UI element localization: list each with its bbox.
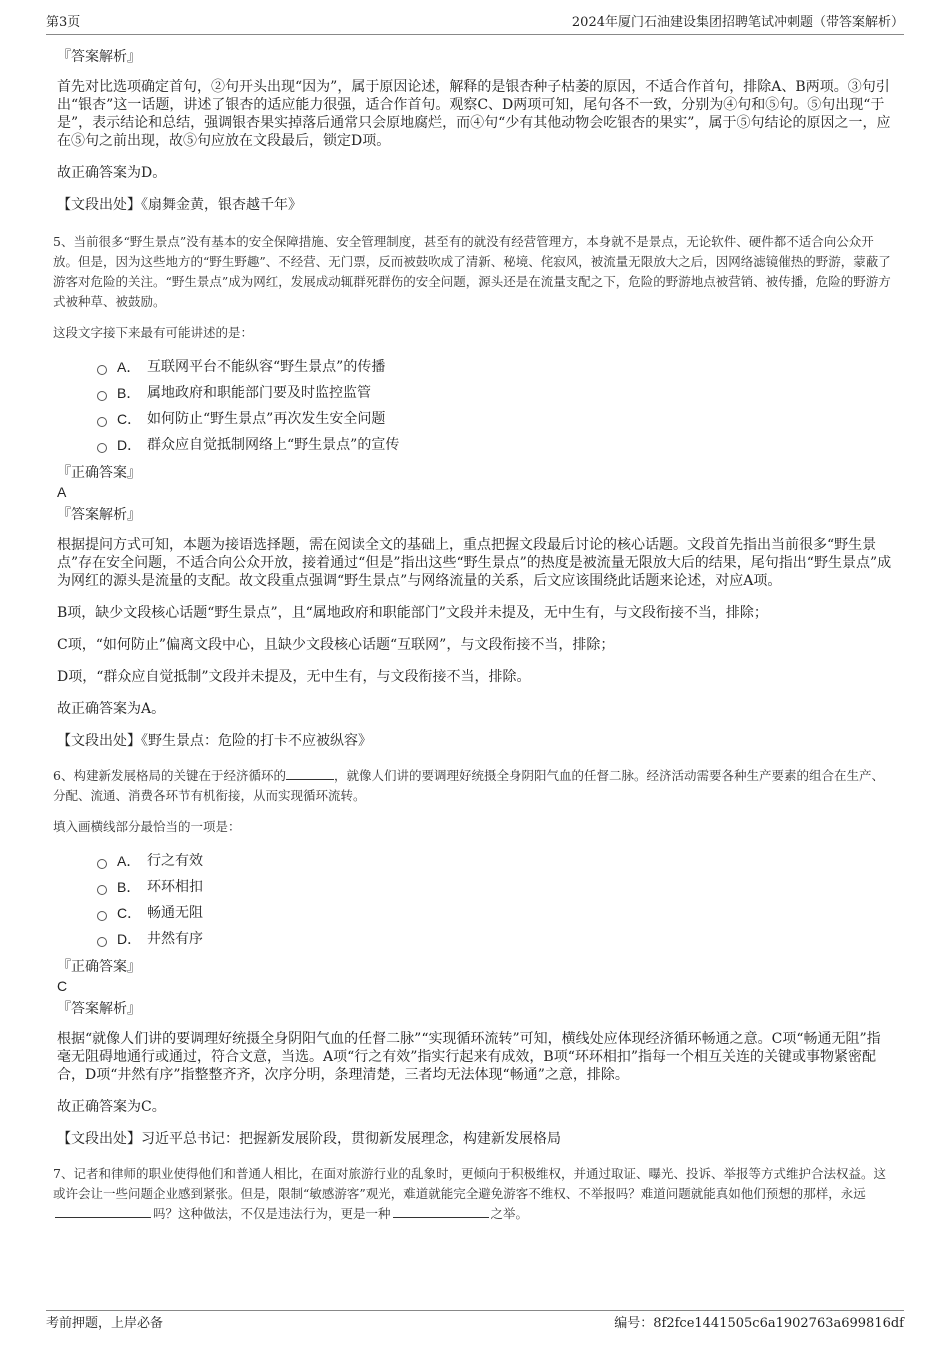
- q5-conclusion: 故正确答案为A。: [57, 701, 166, 717]
- footer-slogan: 考前押题，上岸必备: [46, 1316, 164, 1331]
- radio-icon[interactable]: [97, 859, 107, 869]
- q6-source: 【文段出处】习近平总书记：把握新发展阶段，贯彻新发展理念，构建新发展格局: [57, 1131, 561, 1147]
- page-header: [46, 14, 904, 35]
- q7-blank-2: [393, 1205, 489, 1218]
- q6-option-c[interactable]: C． 畅通无阻: [97, 900, 893, 926]
- q4-conclusion: 故正确答案为D。: [57, 165, 167, 181]
- page-content: [53, 42, 893, 1224]
- radio-icon[interactable]: [97, 937, 107, 947]
- q6-option-b[interactable]: B． 环环相扣: [97, 874, 893, 900]
- document-title: 2024年厦门石油建设集团招聘笔试冲刺题（带答案解析）: [571, 15, 904, 30]
- q5-source: 【文段出处】《野生景点：危险的打卡不应被纵容》: [57, 733, 372, 749]
- radio-icon[interactable]: [97, 417, 107, 427]
- q5-stem: 5、当前很多“野生景点”没有基本的安全保障措施、安全管理制度，甚至有的就没有经营管理方，本身就不是景点，无论软件、硬件都不适合向公众开放。但是，因为这些地方的“野生野趣”、不经营、无门票，反而被鼓吹成了清新、秘境、侘寂风，被流量无限放大之后，因网络滤镜催热的野游，蒙蔽了游客对危险的关注。“野生景点”成为网红，发展成动辄群死群伤的安全问题，源头还是在流量支配之下，危险的野游地点被营销、被传播，危险的野游方式被种草、被鼓励。: [53, 234, 891, 309]
- q5-analysis-tag: 『答案解析』: [57, 507, 141, 523]
- q4-source: 【文段出处】《扇舞金黄，银杏越千年》: [57, 197, 302, 213]
- q6-correct-answer: C: [57, 978, 68, 994]
- radio-icon[interactable]: [97, 365, 107, 375]
- q5-analysis-d: D项，“群众应自觉抵制”文段并未提及，无中生有，与文段衔接不当，排除。: [57, 669, 531, 685]
- page-number: 第3页: [46, 15, 81, 30]
- q5-option-a[interactable]: A． 互联网平台不能纵容“野生景点”的传播: [97, 354, 893, 380]
- q6-conclusion: 故正确答案为C。: [57, 1099, 166, 1115]
- q5-option-c[interactable]: C． 如何防止“野生景点”再次发生安全问题: [97, 406, 893, 432]
- q6-option-d[interactable]: D． 井然有序: [97, 926, 893, 952]
- q6-question: 填入画横线部分最恰当的一项是：: [53, 819, 241, 834]
- q6-stem: 6、构建新发展格局的关键在于经济循环的 ，就像人们讲的要调理好统摄全身阴阳气血的任督二脉。经济活动需要各种生产要素的组合在生产、分配、流通、消费各环节有机衔接，从而实现循环流转。: [53, 768, 884, 803]
- q6-correct-tag: 『正确答案』: [57, 959, 141, 975]
- q7-stem: 7、记者和律师的职业使得他们和普通人相比，在面对旅游行业的乱象时，更倾向于积极维权，并通过取证、曝光、投诉、举报等方式维护合法权益。这或许会让一些问题企业感到紧张。但是，限制“敏感游客”观光，难道就能完全避免游客不维权、不举报吗？难道问题就能真如他们预想的那样，永远吗？这种做法，不仅是违法行为，更是一种 之举。: [53, 1166, 886, 1221]
- q6-analysis: 根据“就像人们讲的要调理好统摄全身阴阳气血的任督二脉”“实现循环流转”可知，横线处应体现经济循环畅通之意。C项“畅通无阻”指毫无阻碍地通行或通过，符合文意，当选。A项“行之有效”指实行起来有成效，B项“环环相扣”指每一个相互关连的关键或事物紧密配合，D项“井然有序”指整整齐齐，次序分明，条理清楚，三者均无法体现“畅通”之意，排除。: [57, 1031, 881, 1083]
- document-id: 编号：8f2fce1441505c6a1902763a699816df: [614, 1316, 904, 1331]
- q5-option-b[interactable]: B． 属地政府和职能部门要及时监控监管: [97, 380, 893, 406]
- q5-analysis-main: 根据提问方式可知，本题为接语选择题，需在阅读全文的基础上，重点把握文段最后讨论的核心话题。文段首先指出当前很多“野生景点”存在安全问题，不适合向公众开放，接着通过“但是”指出这些“野生景点”的热度是被流量无限放大后的结果，尾句指出“野生景点”成为网红的源头是流量的支配。故文段重点强调“野生景点”与网络流量的关系，后文应该围绕此话题来论述，对应A项。: [57, 537, 892, 589]
- q5-analysis-b: B项，缺少文段核心话题“野生景点”，且“属地政府和职能部门”文段并未提及，无中生有，与文段衔接不当，排除；: [57, 605, 768, 621]
- q5-question: 这段文字接下来最有可能讲述的是：: [53, 325, 254, 340]
- q5-analysis-c: C项，“如何防止”偏离文段中心，且缺少文段核心话题“互联网”，与文段衔接不当，排除；: [57, 637, 615, 653]
- q6-blank: [286, 767, 334, 780]
- q4-analysis: 首先对比选项确定首句，②句开头出现“因为”，属于原因论述，解释的是银杏种子枯萎的原因，不适合作首句，排除A、B两项。③句引出“银杏”这一话题，讲述了银杏的适应能力很强，适合作首句。观察C、D两项可知，尾句各不一致，分别为④句和⑤句。⑤句出现“于是”，表示结论和总结，强调银杏果实掉落后通常只会原地腐烂，而④句“少有其他动物会吃银杏的果实”，属于⑤句结论的原因之一，应在⑤句之前出现，故⑤句应放在文段最后，锁定D项。: [57, 79, 891, 149]
- q7-blank-1: [55, 1205, 151, 1218]
- q5-option-d[interactable]: D． 群众应自觉抵制网络上“野生景点”的宣传: [97, 432, 893, 458]
- q5-correct-tag: 『正确答案』: [57, 465, 141, 481]
- q6-options: [97, 848, 893, 952]
- radio-icon[interactable]: [97, 391, 107, 401]
- q5-correct-answer: A: [57, 484, 67, 500]
- radio-icon[interactable]: [97, 911, 107, 921]
- radio-icon[interactable]: [97, 885, 107, 895]
- q5-options: [97, 354, 893, 458]
- page-footer: [46, 1310, 904, 1331]
- q4-analysis-tag: 『答案解析』: [57, 49, 141, 65]
- q6-analysis-tag: 『答案解析』: [57, 1001, 141, 1017]
- q6-option-a[interactable]: A． 行之有效: [97, 848, 893, 874]
- radio-icon[interactable]: [97, 443, 107, 453]
